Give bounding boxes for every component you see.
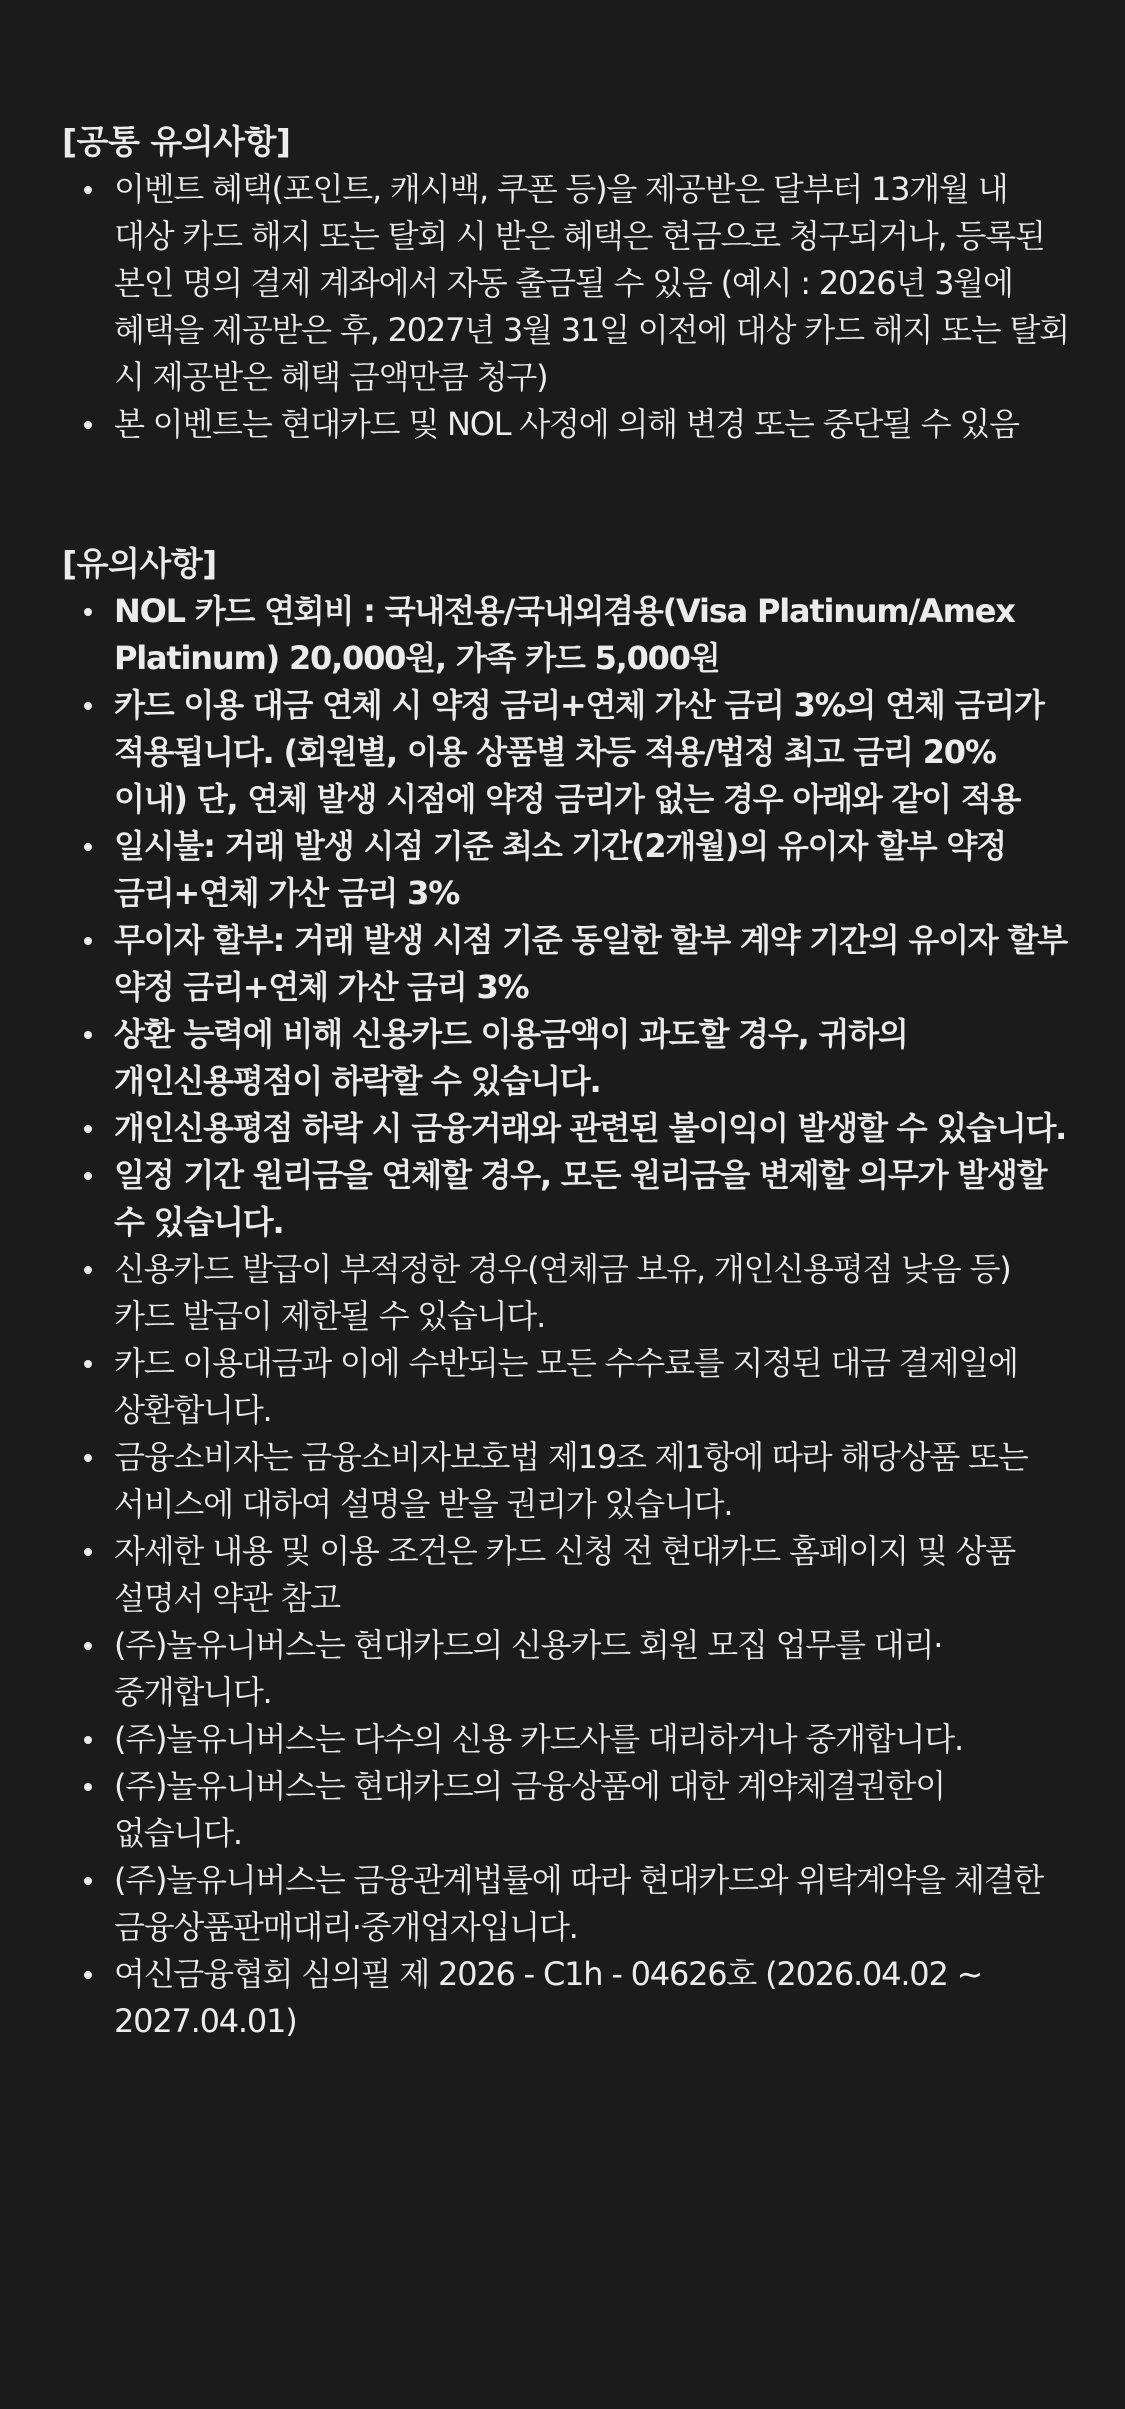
list-item: 카드 이용대금과 이에 수반되는 모든 수수료를 지정된 대금 결제일에 상환합니다.	[114, 1340, 1073, 1434]
list-item: 여신금융협회 심의필 제 2026 - C1h - 04626호 (2026.04.02 ~ 2027.04.01)	[114, 1951, 1073, 2045]
list-item: 일시불: 거래 발생 시점 기준 최소 기간(2개월)의 유이자 할부 약정 금리+연체 가산 금리 3%	[114, 823, 1073, 917]
notice-title: [유의사항]	[62, 544, 217, 583]
list-item: 상환 능력에 비해 신용카드 이용금액이 과도할 경우, 귀하의 개인신용평점이 하락할 수 있습니다.	[114, 1011, 1073, 1105]
list-item: (주)놀유니버스는 현대카드의 금융상품에 대한 계약체결권한이 없습니다.	[114, 1763, 1073, 1857]
notice-list	[62, 588, 1073, 2045]
common-notice-list	[62, 166, 1073, 448]
list-item: 일정 기간 원리금을 연체할 경우, 모든 원리금을 변제할 의무가 발생할 수 있습니다.	[114, 1152, 1073, 1246]
list-item: (주)놀유니버스는 현대카드의 신용카드 회원 모집 업무를 대리·중개합니다.	[114, 1622, 1073, 1716]
notice-section	[62, 540, 1073, 2045]
list-item: (주)놀유니버스는 다수의 신용 카드사를 대리하거나 중개합니다.	[114, 1716, 1073, 1763]
list-item: 신용카드 발급이 부적정한 경우(연체금 보유, 개인신용평점 낮음 등) 카드 발급이 제한될 수 있습니다.	[114, 1246, 1073, 1340]
list-item: 무이자 할부: 거래 발생 시점 기준 동일한 할부 계약 기간의 유이자 할부 약정 금리+연체 가산 금리 3%	[114, 917, 1073, 1011]
list-item: 자세한 내용 및 이용 조건은 카드 신청 전 현대카드 홈페이지 및 상품 설명서 약관 참고	[114, 1528, 1073, 1622]
common-notice-title: [공통 유의사항]	[62, 122, 291, 161]
list-item: 카드 이용 대금 연체 시 약정 금리+연체 가산 금리 3%의 연체 금리가 적용됩니다. (회원별, 이용 상품별 차등 적용/법정 최고 금리 20% 이내) 단, 연체 발생 시점에 약정 금리가 없는 경우 아래와 같이 적용	[114, 682, 1073, 823]
list-item: 금융소비자는 금융소비자보호법 제19조 제1항에 따라 해당상품 또는 서비스에 대하여 설명을 받을 권리가 있습니다.	[114, 1434, 1073, 1528]
list-item: NOL 카드 연회비 : 국내전용/국내외겸용(Visa Platinum/Amex Platinum) 20,000원, 가족 카드 5,000원	[114, 588, 1073, 682]
list-item: (주)놀유니버스는 금융관계법률에 따라 현대카드와 위탁계약을 체결한 금융상품판매대리·중개업자입니다.	[114, 1857, 1073, 1951]
list-item: 개인신용평점 하락 시 금융거래와 관련된 불이익이 발생할 수 있습니다.	[114, 1105, 1073, 1152]
list-item: 본 이벤트는 현대카드 및 NOL 사정에 의해 변경 또는 중단될 수 있음	[114, 401, 1073, 448]
common-notice-section	[62, 118, 1073, 448]
list-item: 이벤트 혜택(포인트, 캐시백, 쿠폰 등)을 제공받은 달부터 13개월 내 대상 카드 해지 또는 탈회 시 받은 혜택은 현금으로 청구되거나, 등록된 본인 명의 결제 계좌에서 자동 출금될 수 있음 (예시 : 2026년 3월에 혜택을 제공받은 후, 2027년 3월 31일 이전에 대상 카드 해지 또는 탈회 시 제공받은 혜택 금액만큼 청구)	[114, 166, 1073, 401]
